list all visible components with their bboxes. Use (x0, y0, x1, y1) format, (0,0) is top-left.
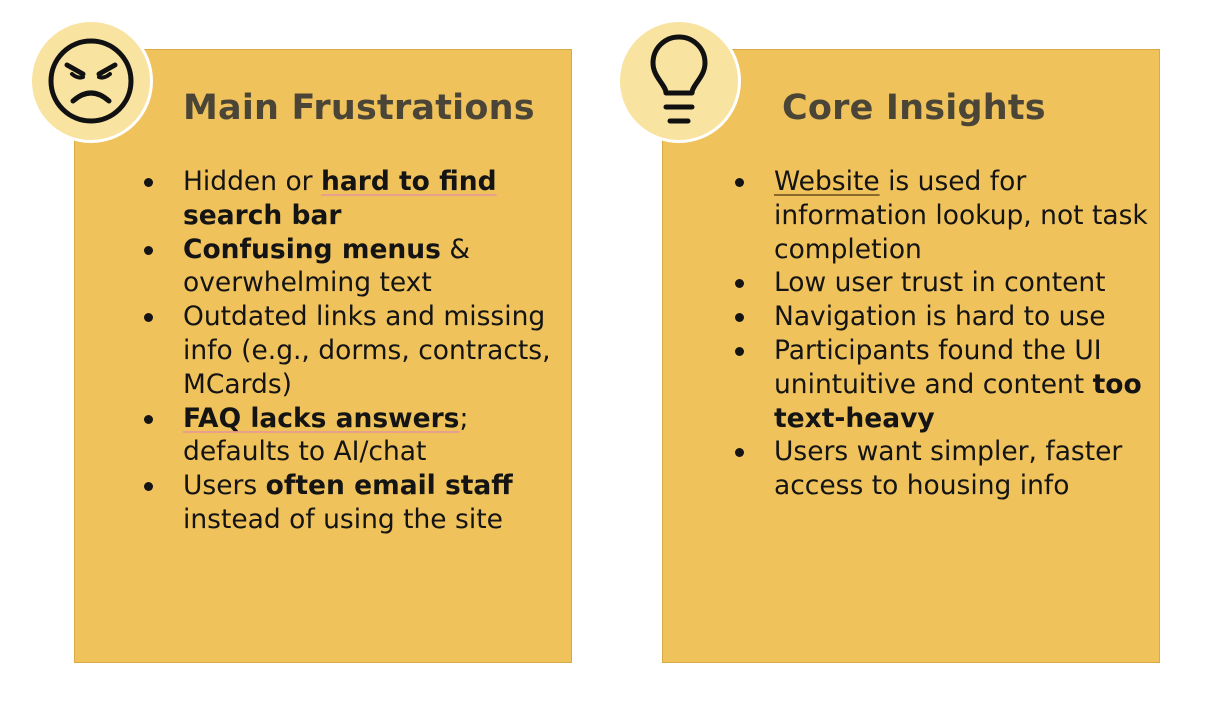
list-item (774, 165, 1159, 266)
list-item (774, 334, 1159, 435)
list-item-text: Navigation is hard to use (774, 301, 1106, 333)
list-item-text: & overwhelming text (183, 233, 471, 299)
list-item-text: often email staff (265, 470, 513, 502)
insights-title: Core Insights (782, 88, 1046, 128)
list-item-text: Confusing menus (183, 233, 441, 265)
lightbulb-glyph (639, 31, 719, 131)
list-item (774, 300, 1159, 334)
list-item (183, 165, 563, 233)
list-item-text: Users want simpler, faster access to housing info (774, 436, 1123, 502)
list-item-text: FAQ lacks answers (183, 402, 460, 434)
frustrations-list (183, 165, 563, 537)
list-item-text: Users (183, 470, 266, 502)
angry-face-icon (29, 19, 153, 143)
list-item-text: Participants found the UI unintuitive and content (774, 334, 1102, 400)
list-item (774, 435, 1159, 503)
list-item-text: Low user trust in content (774, 267, 1106, 299)
frustrations-title: Main Frustrations (183, 88, 535, 128)
list-item-text: Website (774, 166, 880, 197)
list-item (183, 469, 563, 537)
insights-list (774, 165, 1159, 503)
list-item-text: instead of using the site (183, 503, 503, 535)
list-item-text: too text-heavy (774, 368, 1142, 434)
list-item-text: hard to find (321, 166, 497, 197)
list-item-text: ; defaults to AI/chat (183, 402, 469, 468)
list-item (183, 233, 563, 301)
list-item-text: Outdated links and missing info (e.g., dorms, contracts, MCards) (183, 301, 551, 400)
angry-face-glyph (45, 35, 137, 127)
list-item (183, 300, 563, 401)
list-item-text: Hidden or (183, 166, 321, 197)
list-item (183, 402, 563, 470)
list-item (774, 266, 1159, 300)
list-item-text: is used for information lookup, not task completion (774, 166, 1148, 265)
list-item-text: search bar (183, 199, 342, 231)
lightbulb-icon (617, 19, 741, 143)
